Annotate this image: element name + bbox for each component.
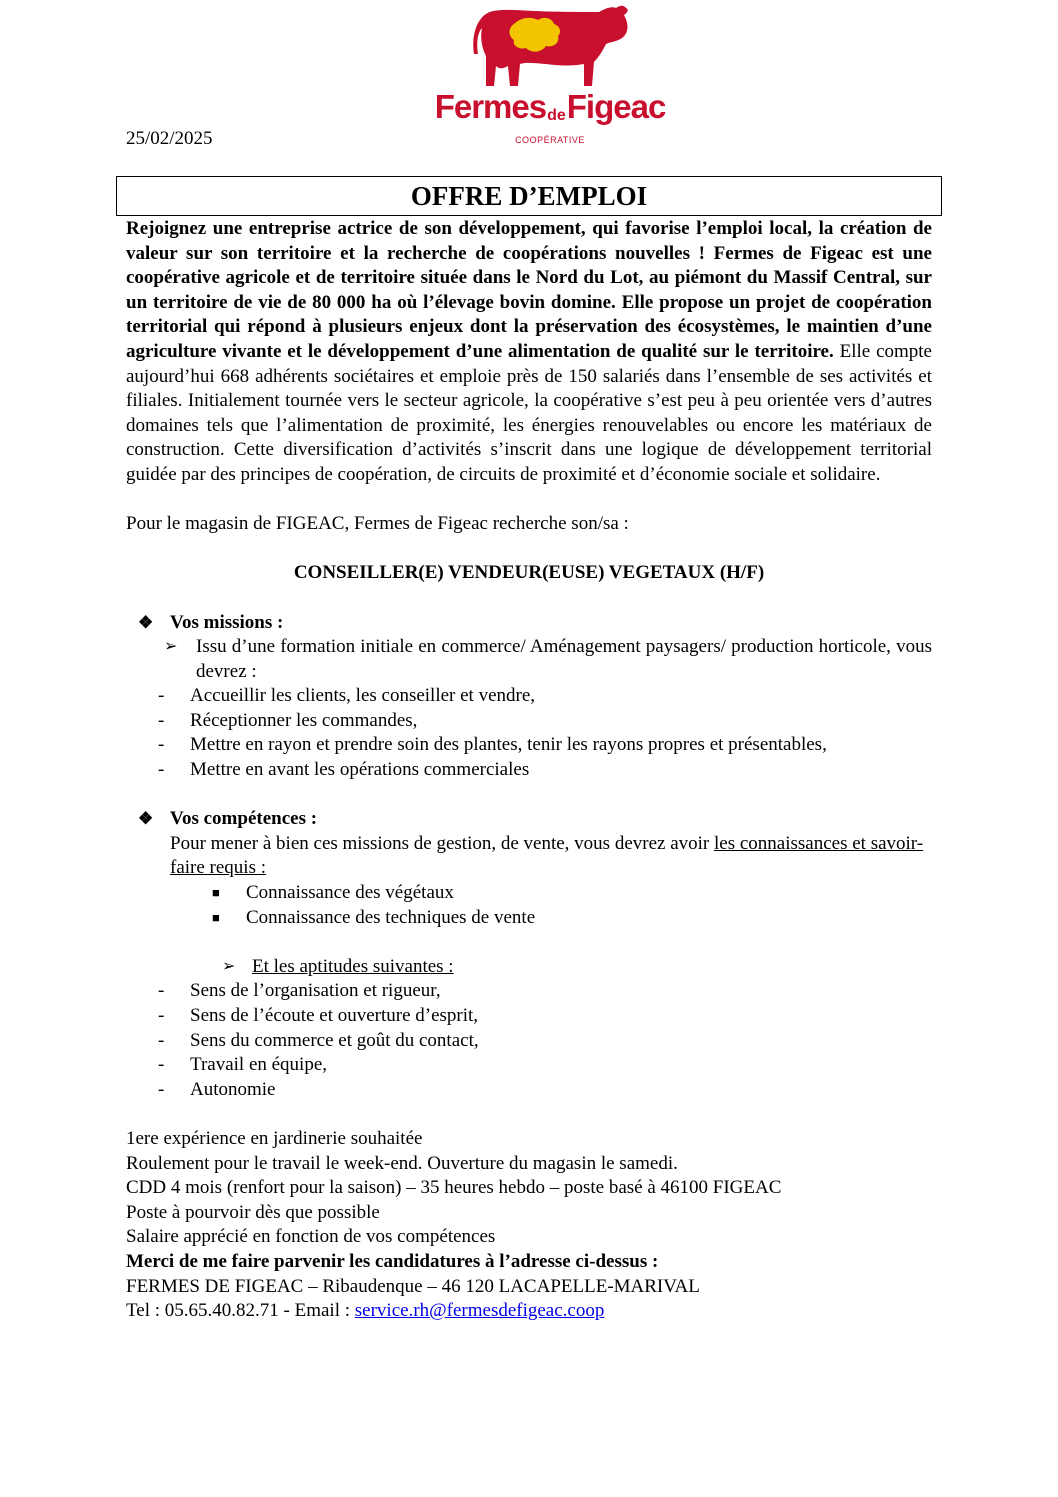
condition-line: Poste à pourvoir dès que possible	[126, 1201, 380, 1223]
diamond-bullet-icon: ❖	[138, 809, 154, 829]
condition-line: CDD 4 mois (renfort pour la saison) – 35 heures hebdo – poste basé à 46100 FIGEAC	[126, 1177, 782, 1199]
document-body	[126, 217, 932, 1324]
list-item: - Réceptionner les commandes,	[158, 709, 418, 731]
intro-bold-text: Rejoignez une entreprise actrice de son développement, qui favorise l’emploi local, la création de valeur sur son territoire et la recherche de coopérations nouvelles ! Fermes de Figeac est une coopérative agricole et de territoire située dans le Nord du Lot, au piémont du Massif Central, sur un territoire de vie de 80 000 ha où l’élevage bovin domine. Elle propose un projet de coopération territorial qui répond à plusieurs enjeux dont la préservation des écosystèmes, le maintien d’une agriculture vivante et le développement d’une alimentation de qualité sur le territoire.	[126, 218, 932, 362]
search-line: Pour le magasin de FIGEAC, Fermes de Figeac recherche son/sa :	[126, 513, 629, 535]
list-item: - Sens de l’écoute et ouverture d’esprit,	[158, 1005, 479, 1026]
company-introduction	[126, 217, 932, 488]
list-item: ■ Connaissance des techniques de vente	[126, 906, 932, 931]
page-title: OFFRE D’EMPLOI	[116, 176, 942, 216]
skills-intro: Pour mener à bien ces missions de gestion, de vente, vous devrez avoir les connaissances et savoir-faire requis :	[170, 832, 924, 879]
list-item: - Travail en équipe,	[158, 1054, 328, 1076]
skills-heading: ❖ Vos compétences :	[126, 807, 932, 832]
contact-line: Tel : 05.65.40.82.71 - Email : service.rh@fermesdefigeac.coop	[126, 1300, 605, 1322]
email-link[interactable]: service.rh@fermesdefigeac.coop	[354, 1300, 605, 1322]
company-address: FERMES DE FIGEAC – Ribaudenque – 46 120 LACAPELLE-MARIVAL	[126, 1275, 700, 1297]
condition-line: Roulement pour le travail le week-end. Ouverture du magasin le samedi.	[126, 1152, 678, 1174]
arrow-bullet-icon: ➢	[222, 957, 236, 975]
logo-wordmark: FermesdeFigeac	[434, 88, 666, 125]
condition-line: 1ere expérience en jardinerie souhaitée	[126, 1127, 423, 1149]
document-date: 25/02/2025	[126, 128, 213, 149]
logo-subtitle: COOPÉRATIVE	[515, 135, 585, 145]
diamond-bullet-icon: ❖	[138, 612, 154, 632]
list-item: - Accueillir les clients, les conseiller et vendre,	[158, 685, 536, 707]
cow-icon	[434, 2, 666, 92]
list-item: ■ Connaissance des végétaux	[126, 881, 932, 906]
intro-regular-text: Elle compte aujourd’hui 668 adhérents sociétaires et emploie près de 150 salariés dans l’ensemble de ses activités et filiales. Initialement tournée vers le secteur agricole, la coopérative s’est peu à peu orientée vers d’autres domaines tels que l’alimentation de proximité, les énergies renouvelables ou encore les matériaux de construction. Cette diversification d’activités s’inscrit dans une logique de développement territorial guidée par des principes de coopération, de circuits de proximité et d’économie sociale et solidaire.	[126, 340, 932, 485]
square-bullet-icon: ■	[212, 909, 220, 925]
missions-heading: ❖ Vos missions :	[126, 611, 932, 636]
list-item: - Autonomie	[158, 1078, 276, 1100]
arrow-bullet-icon: ➢	[164, 638, 178, 656]
list-item: - Sens du commerce et goût du contact,	[158, 1029, 479, 1051]
missions-intro: ➢ Issu d’une formation initiale en commerce/ Aménagement paysagers/ production horticole, vous devrez :	[164, 636, 932, 682]
application-cta: Merci de me faire parvenir les candidatures à l’adresse ci-dessus :	[126, 1250, 659, 1272]
job-title: CONSEILLER(E) VENDEUR(EUSE) VEGETAUX (H/F)	[293, 562, 765, 584]
fermes-de-figeac-logo	[434, 2, 666, 152]
aptitudes-heading: ➢ Et les aptitudes suivantes :	[126, 955, 932, 980]
list-item: - Sens de l’organisation et rigueur,	[158, 980, 441, 1002]
condition-line: Salaire apprécié en fonction de vos compétences	[126, 1226, 496, 1248]
list-item: - Mettre en rayon et prendre soin des plantes, tenir les rayons propres et présentables,	[158, 734, 827, 756]
list-item: - Mettre en avant les opérations commerciales	[158, 759, 530, 781]
square-bullet-icon: ■	[212, 885, 220, 901]
